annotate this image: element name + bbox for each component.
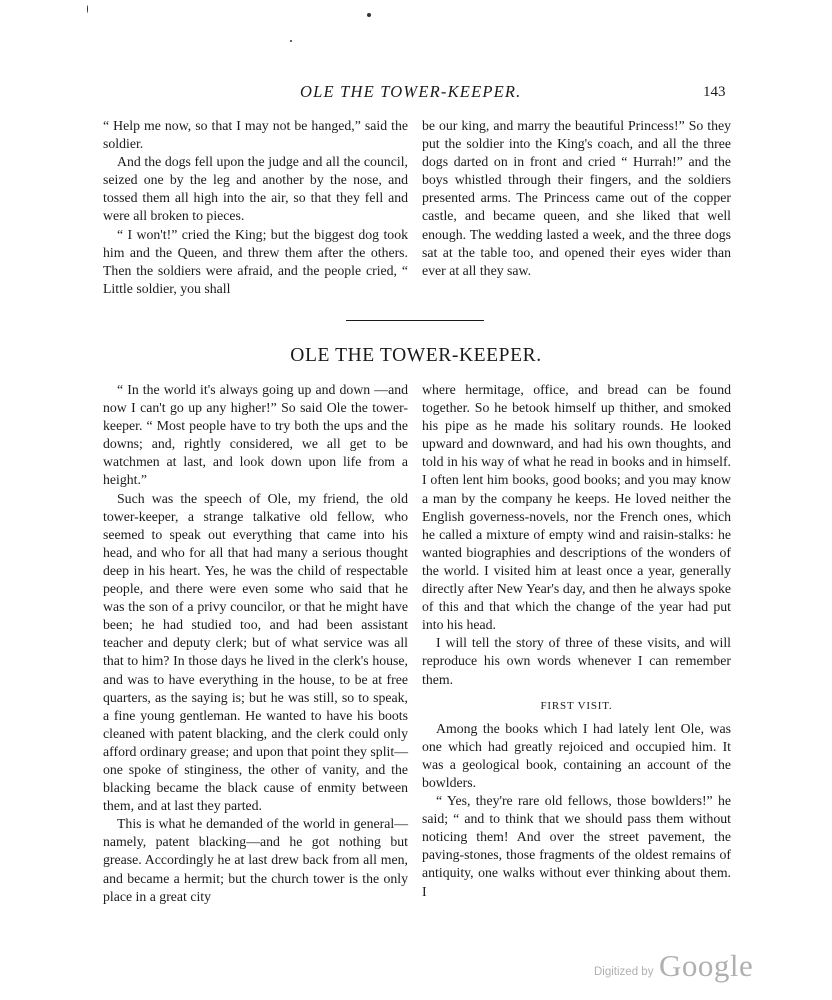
paragraph: where hermitage, office, and bread can be found together. So he betook himself up thither, and smoked his pipe as he made his solitary rounds. He looked upward and downward, and had his own thoughts, and told in his way of what he read in books and in himself. I often lent him books, good books; and you may know a man by the company he keeps. He loved neither the English governess-novels, nor the French ones, which he called a mixture of empty wind and raisin-stalks: he wanted biographies and descriptions of the wonders of the world. I visited him at least once a year, generally directly after New Year's day, and then he always spoke of this and that which the change of the year had put into his head. bbox=[422, 382, 731, 633]
google-logo: Google bbox=[659, 948, 754, 983]
section-heading: FIRST VISIT. bbox=[540, 699, 613, 712]
paragraph: “ Yes, they're rare old fellows, those bowlders!” he said; “ and to think that we should pass them without noticing them! And over the street pavement, the paving-stones, those fragments of the oldest remains of antiquity, one walks without ever thinking about them. I bbox=[422, 793, 731, 899]
story-right-column bbox=[422, 381, 731, 901]
section-divider-rule bbox=[346, 320, 484, 321]
paragraph: “ Help me now, so that I may not be hanged,” said the soldier. bbox=[103, 118, 408, 152]
running-title: OLE THE TOWER-KEEPER. bbox=[300, 82, 522, 101]
scan-speck bbox=[367, 13, 371, 17]
paragraph: be our king, and marry the beautiful Princess!” So they put the soldier into the King's coach, and all the three dogs darted on in front and cried “ Hurrah!” and the boys whistled through their fingers, and the soldiers presented arms. The Princess came out of the copper castle, and became queen, and she liked that well enough. The wedding lasted a week, and the three dogs sat at the table too, and opened their eyes wider than ever at all they saw. bbox=[422, 118, 731, 278]
paragraph: Such was the speech of Ole, my friend, the old tower-keeper, a strange talkative old fellow, who seemed to speak out everything that came into his head, and who for all that had many a serious thought deep in his heart. Yes, he was the child of respectable people, and there were even some who said that he was the son of a privy councilor, or that he might have been; he had studied too, and had been assistant teacher and deputy clerk; but of what service was all that to him? In those days he lived in the clerk's house, and was to have everything in the house, to be at free quarters, as the saying is; but he was still, so to speak, a fine young gentleman. He wanted to have his boots cleaned with patent blacking, and the clerk could only afford ordinary grease; and upon that point they split—one spoke of stinginess, the other of vanity, and the blacking became the black cause of enmity between them, and at last they parted. bbox=[103, 490, 408, 814]
watermark-digitized-text: Digitized by bbox=[594, 966, 654, 978]
page-number: 143 bbox=[703, 84, 726, 100]
paragraph: And the dogs fell upon the judge and all the council, seized one by the leg and another by the nose, and tossed them all high into the air, so that they fell and were all broken to pieces. bbox=[103, 154, 408, 224]
scan-speck bbox=[87, 5, 88, 13]
paragraph: “ I won't!” cried the King; but the biggest dog took him and the Queen, and threw them after the others. Then the soldiers were afraid, and the people cried, “ Little soldier, you shall bbox=[103, 226, 408, 296]
digitized-watermark bbox=[592, 948, 772, 988]
previous-story-right-column bbox=[422, 117, 731, 280]
paragraph: This is what he demanded of the world in general—namely, patent blacking—and he got nothing but grease. Accordingly he at last drew back from all men, and became a hermit; but the church tower is the only place in a great city bbox=[103, 816, 408, 904]
paragraph: I will tell the story of three of these visits, and will reproduce his own words whenever I can remember them. bbox=[422, 635, 731, 687]
previous-story-left-column bbox=[103, 117, 408, 298]
paragraph: “ In the world it's always going up and down —and now I can't go up any higher!” So said Ole the tower-keeper. “ Most people have to try both the ups and the downs; and, rightly considered, we all get to be watchmen at last, and look down upon life from a height.” bbox=[103, 382, 408, 488]
scan-speck bbox=[290, 40, 292, 42]
story-left-column bbox=[103, 381, 408, 906]
running-header bbox=[0, 82, 832, 106]
paragraph: Among the books which I had lately lent Ole, was one which had greatly rejoiced and occupied him. It was a geological book, containing an account of the bowlders. bbox=[422, 720, 731, 790]
story-title: OLE THE TOWER-KEEPER. bbox=[290, 345, 542, 366]
